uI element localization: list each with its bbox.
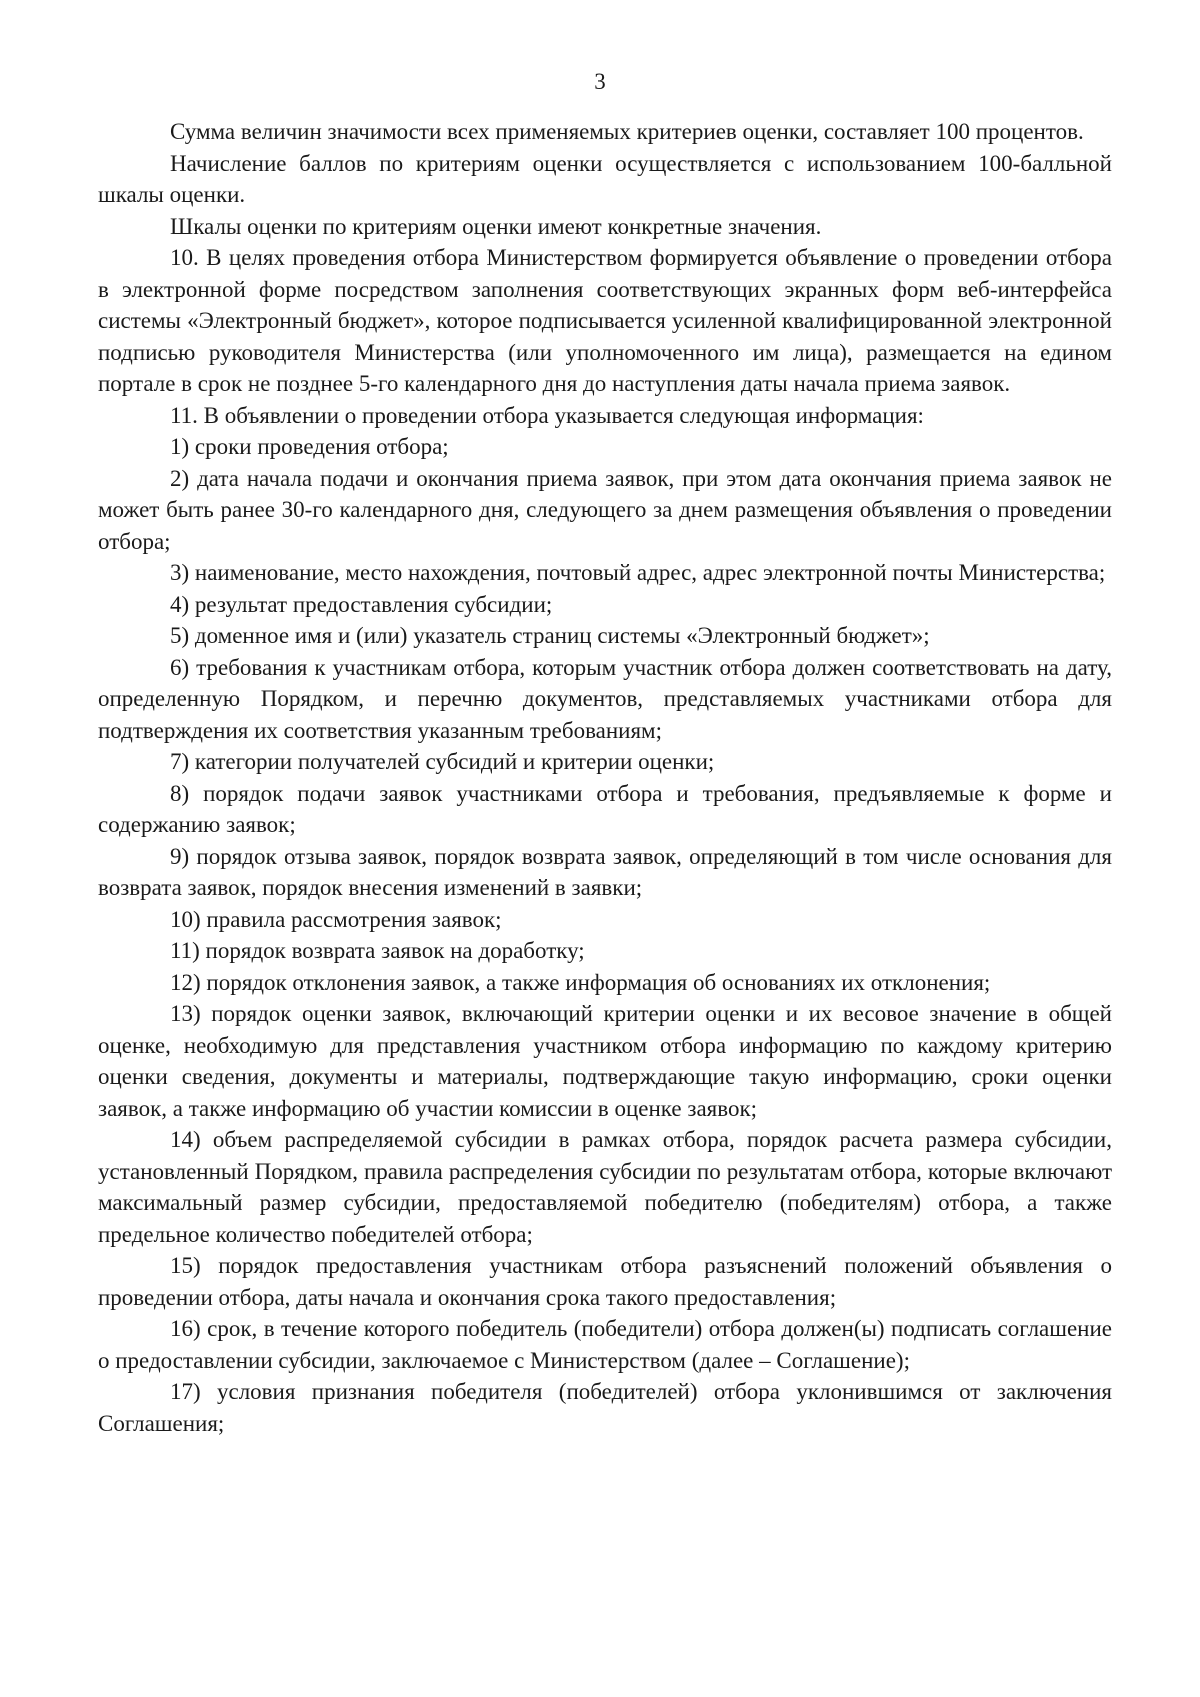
list-item: 5) доменное имя и (или) указатель страниц системы «Электронный бюджет»;: [170, 623, 930, 648]
list-item: 12) порядок отклонения заявок, а также информация об основаниях их отклонения;: [170, 969, 991, 995]
list-item: 7) категории получателей субсидий и критерии оценки;: [170, 749, 715, 774]
paragraph: Сумма величин значимости всех применяемых критериев оценки, составляет 100 процентов.: [170, 119, 1084, 144]
paragraph: 11. В объявлении о проведении отбора указывается следующая информация:: [170, 402, 924, 428]
list-item: 3) наименование, место нахождения, почтовый адрес, адрес электронной почты Министерства;: [170, 560, 1106, 585]
list-item: 14) объем распределяемой субсидии в рамках отбора, порядок расчета размера субсидии, установленный Порядком, правила распределения субсидии по результатам отбора, которые включают максимальный размер субсидии, предоставляемой победителю (победителям) отбора, а также предельное количество победителей отбора;: [98, 1127, 1112, 1247]
list-item: 6) требования к участникам отбора, которым участник отбора должен соответствовать на дату, определенную Порядком, и перечню документов, представляемых участниками отбора для подтверждения их соответствия указанным требованиям;: [98, 654, 1112, 743]
list-item: 8) порядок подачи заявок участниками отбора и требования, предъявляемые к форме и содержанию заявок;: [98, 780, 1112, 837]
paragraph: Шкалы оценки по критериям оценки имеют конкретные значения.: [170, 213, 822, 239]
list-item: 13) порядок оценки заявок, включающий критерии оценки и их весовое значение в общей оценке, необходимую для представления участником отбора информацию по каждому критерию оценки сведения, документы и материалы, подтверждающие такую информацию, сроки оценки заявок, а также информацию об участии комиссии в оценке заявок;: [98, 1001, 1112, 1121]
list-item: 17) условия признания победителя (победителей) отбора уклонившимся от заключения Соглашения;: [98, 1379, 1112, 1436]
list-item: 9) порядок отзыва заявок, порядок возврата заявок, определяющий в том числе основания для возврата заявок, порядок внесения изменений в заявки;: [98, 843, 1112, 900]
list-item: 11) порядок возврата заявок на доработку;: [170, 938, 585, 963]
list-item: 4) результат предоставления субсидии;: [170, 591, 553, 617]
page-number: 3: [594, 69, 606, 94]
list-item: 10) правила рассмотрения заявок;: [170, 906, 502, 932]
list-item: 16) срок, в течение которого победитель (победители) отбора должен(ы) подписать соглашение о предоставлении субсидии, заключаемое с Министерством (далее – Соглашение);: [98, 1316, 1112, 1373]
paragraph: 10. В целях проведения отбора Министерством формируется объявление о проведении отбора в электронной форме посредством заполнения соответствующих экранных форм веб-интерфейса системы «Электронный бюджет», которое подписывается усиленной квалифицированной электронной подписью руководителя Министерства (или уполномоченного им лица), размещается на едином портале в срок не позднее 5-го календарного дня до наступления даты начала приема заявок.: [98, 245, 1112, 396]
document-body: [98, 116, 1112, 1439]
list-item: 1) сроки проведения отбора;: [170, 434, 449, 459]
list-item: 2) дата начала подачи и окончания приема заявок, при этом дата окончания приема заявок не может быть ранее 30-го календарного дня, следующего за днем размещения объявления о проведении отбора;: [98, 465, 1112, 554]
list-item: 15) порядок предоставления участникам отбора разъяснений положений объявления о проведении отбора, даты начала и окончания срока такого предоставления;: [98, 1253, 1112, 1310]
paragraph: Начисление баллов по критериям оценки осуществляется с использованием 100-балльной шкалы оценки.: [98, 150, 1112, 207]
